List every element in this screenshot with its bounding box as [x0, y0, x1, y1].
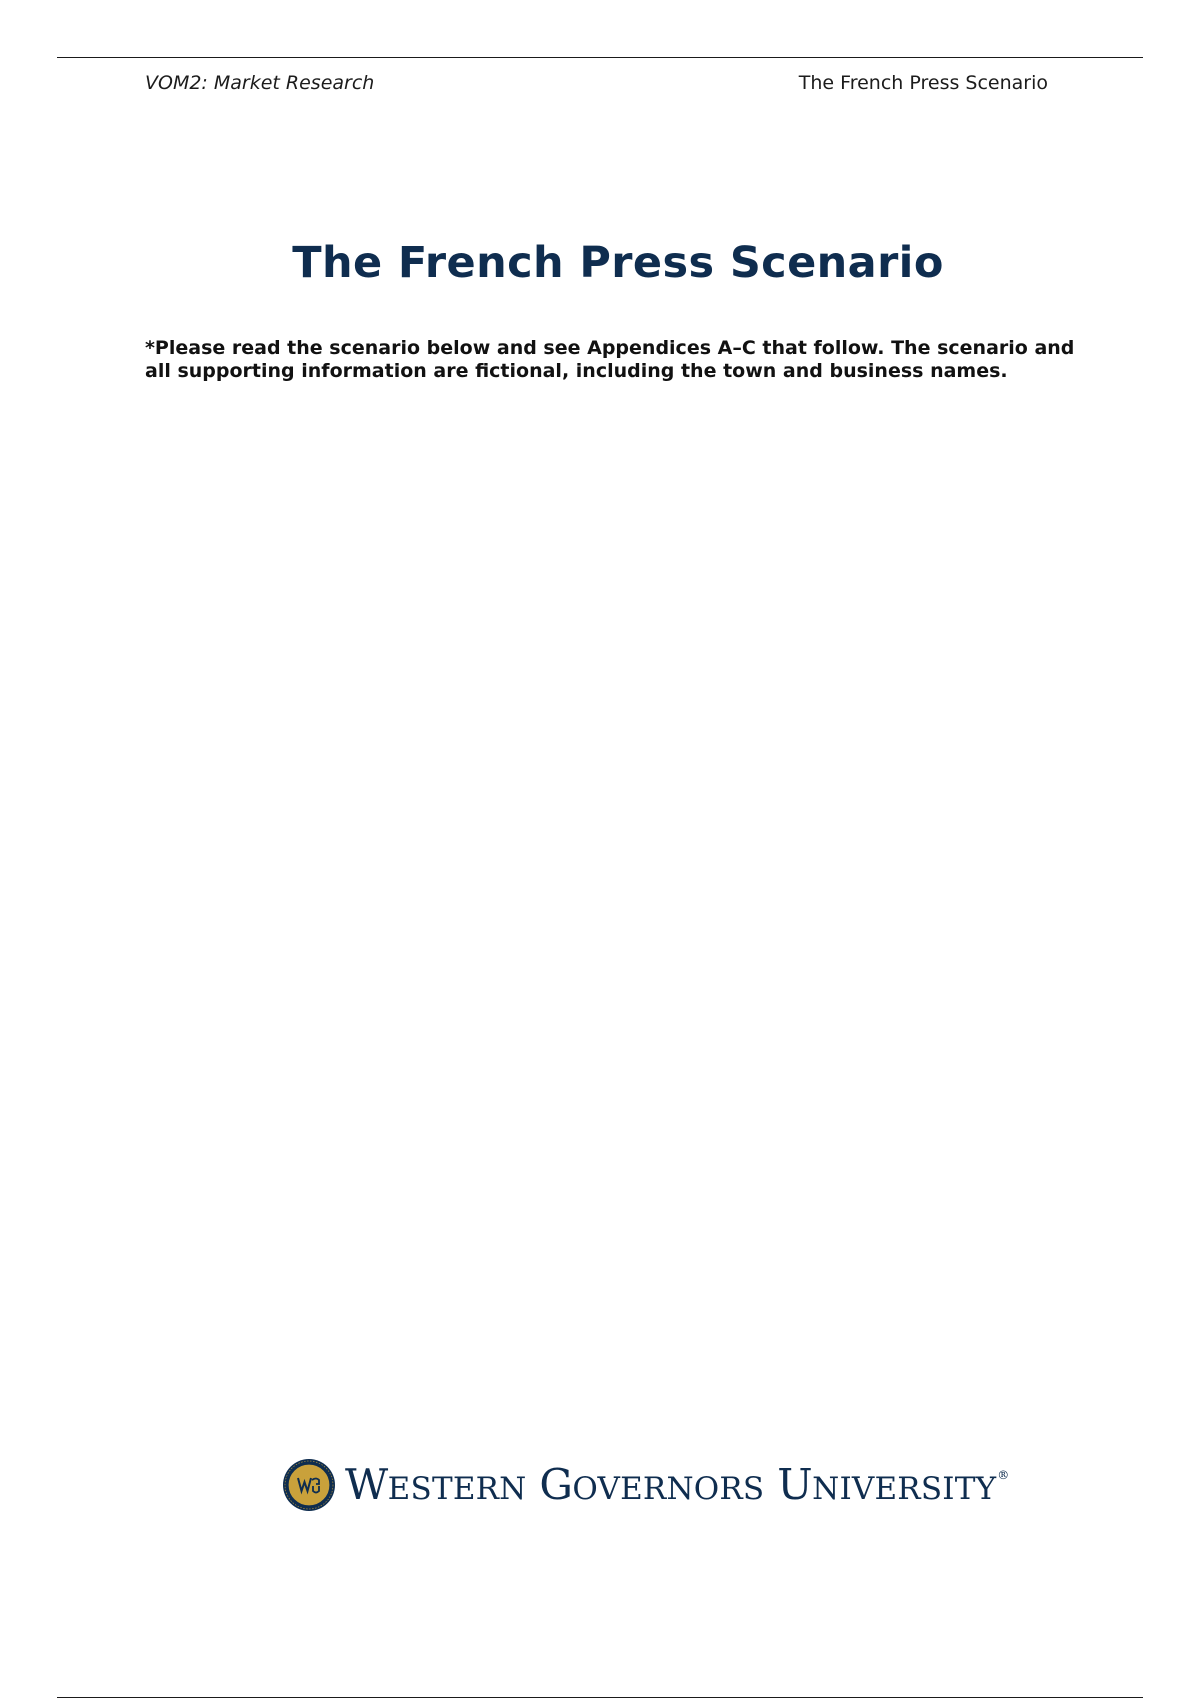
header-document-title: The French Press Scenario	[798, 72, 1048, 94]
header-course-name: VOM2: Market Research	[145, 72, 375, 94]
footer-rule	[57, 1697, 1143, 1698]
page-title: The French Press Scenario	[292, 238, 944, 288]
header-rule	[57, 57, 1143, 58]
university-logo	[282, 1455, 1009, 1515]
running-header	[145, 72, 1048, 96]
scenario-note: *Please read the scenario below and see Appendices A–C that follow. The scenario and all supporting information are fictional, including the town and business names.	[145, 337, 1075, 382]
logo-wordmark: WESTERN GOVERNORS UNIVERSITY®	[345, 1460, 1009, 1509]
wgu-seal-icon	[282, 1458, 336, 1512]
